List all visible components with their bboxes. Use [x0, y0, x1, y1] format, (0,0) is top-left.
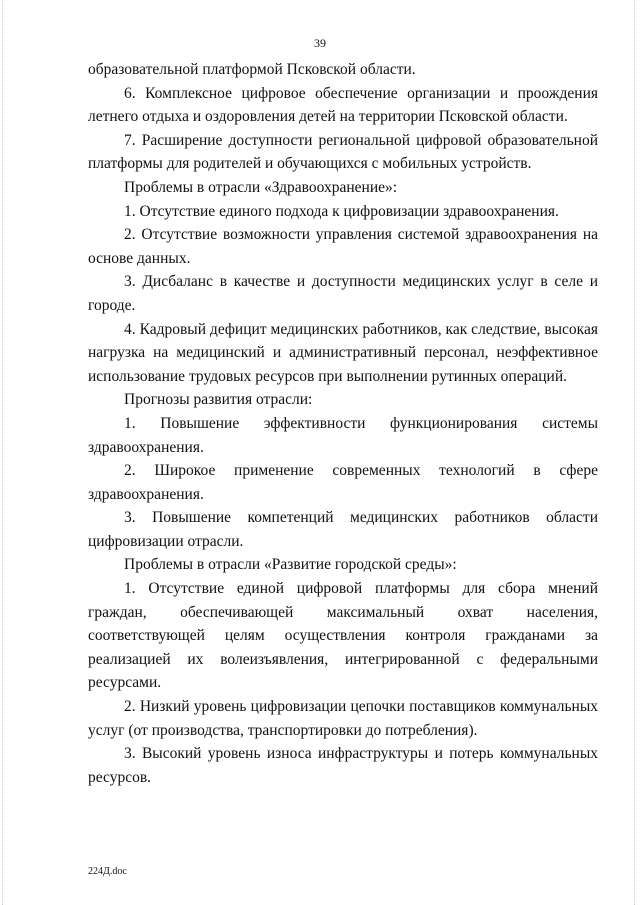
- paragraph: 1. Отсутствие единого подхода к цифровизации здравоохранения.: [124, 202, 559, 220]
- paragraph: 3. Повышение компетенций медицинских работников области цифровизации отрасли.: [88, 509, 598, 550]
- paragraph: 2. Широкое применение современных технологий в сфере здравоохранения.: [88, 462, 598, 503]
- right-margin-dots: [634, 0, 640, 905]
- footer-filename: 224Д.doc: [88, 866, 127, 877]
- paragraph: 3. Высокий уровень износа инфраструктуры и потерь коммунальных ресурсов.: [88, 745, 598, 786]
- paragraph: образовательной платформой Псковской области.: [88, 61, 416, 78]
- paragraph: 1. Повышение эффективности функционирования системы здравоохранения.: [88, 414, 598, 456]
- section-heading: Проблемы в отрасли «Здравоохранение»:: [124, 178, 398, 196]
- section-heading: Прогнозы развития отрасли:: [124, 391, 313, 409]
- section-heading: Проблемы в отрасли «Развитие городской среды»:: [124, 556, 457, 574]
- paragraph: 2. Отсутствие возможности управления системой здравоохранения на основе данных.: [88, 226, 598, 267]
- page-number: 39: [314, 36, 326, 50]
- document-body: [88, 58, 598, 789]
- paragraph: 4. Кадровый дефицит медицинских работников, как следствие, высокая нагрузка на медицинский и административный персонал, неэффективное использование трудовых ресурсов при выполнении рутинных операций.: [88, 320, 598, 385]
- paragraph: 2. Низкий уровень цифровизации цепочки поставщиков коммунальных услуг (от производства, транспортировки до потребления).: [88, 698, 598, 739]
- paragraph: 7. Расширение доступности региональной цифровой образовательной платформы для родителей и обучающихся с мобильных устройств.: [88, 131, 598, 173]
- left-margin-dots: [2, 0, 9, 905]
- paragraph: 3. Дисбаланс в качестве и доступности медицинских услуг в селе и городе.: [88, 273, 598, 314]
- paragraph: 6. Комплексное цифровое обеспечение организации и проождения летнего отдыха и оздоровления детей на территории Псковской области.: [88, 84, 598, 126]
- paragraph: 1. Отсутствие единой цифровой платформы для сбора мнений граждан, обеспечивающей максимальный охват населения, соответствующей целям осуществления контроля гражданами за реализацией их волеизъявления, интегрированной с федеральными ресурсами.: [88, 580, 598, 692]
